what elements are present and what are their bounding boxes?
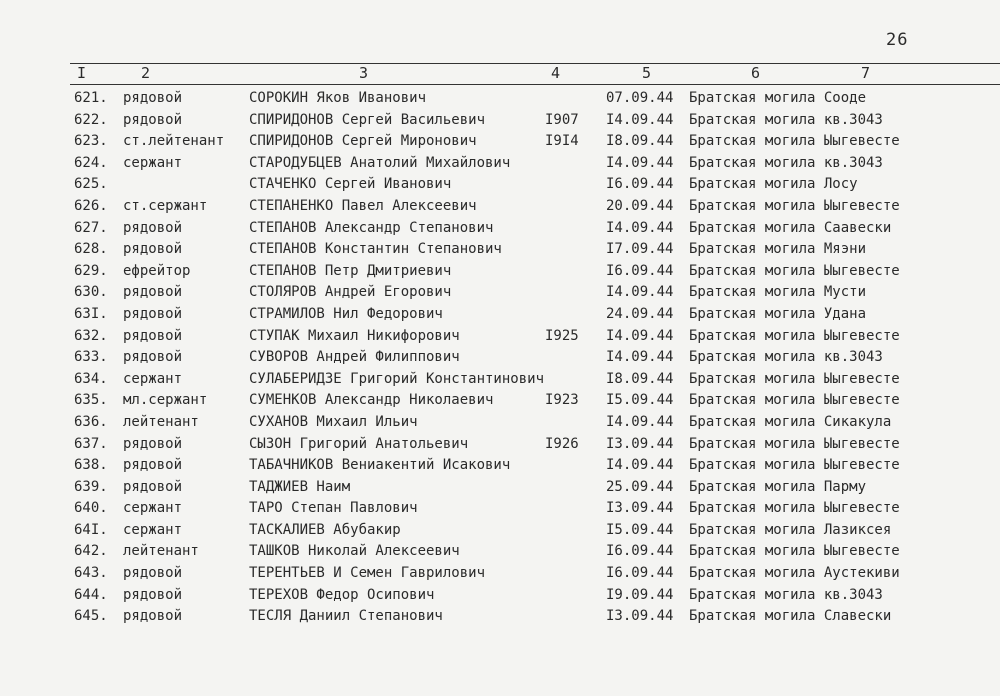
table-row bbox=[0, 541, 1000, 563]
table-row bbox=[0, 174, 1000, 196]
record-death-date: I4.09.44 bbox=[606, 349, 674, 366]
record-burial-place: Братская могила Ыыгевесте bbox=[689, 262, 900, 279]
record-name: СТРАМИЛОВ Нил Федорович bbox=[249, 305, 443, 322]
record-name: СУЛАБЕРИДЗЕ Григорий Константинович bbox=[249, 370, 545, 387]
record-name: СОРОКИН Яков Иванович bbox=[249, 90, 427, 106]
table-row bbox=[0, 110, 1000, 132]
record-number: 645. bbox=[74, 608, 108, 625]
record-rank: рядовой bbox=[123, 327, 183, 344]
record-death-date: I3.09.44 bbox=[606, 500, 674, 517]
record-name: ТАШКОВ Николай Алексеевич bbox=[249, 543, 460, 560]
table-row bbox=[0, 347, 1000, 369]
table-row bbox=[0, 520, 1000, 542]
record-name: СТЕПАНОВ Константин Степанович bbox=[249, 241, 502, 258]
record-burial-place: Братская могила Ыыгевесте bbox=[689, 435, 900, 452]
table-row bbox=[0, 131, 1000, 153]
record-number: 638. bbox=[74, 457, 108, 474]
column-header-row bbox=[0, 64, 1000, 82]
record-death-date: I3.09.44 bbox=[606, 608, 674, 625]
record-birth-year: I907 bbox=[545, 111, 579, 128]
record-number: 63I. bbox=[74, 305, 108, 322]
record-burial-place: Братская могила Ыыгевесте bbox=[689, 457, 900, 474]
record-burial-place: Братская могила кв.3043 bbox=[689, 111, 883, 128]
record-number: 623. bbox=[74, 133, 108, 150]
record-death-date: I9.09.44 bbox=[606, 586, 674, 603]
record-burial-place: Братская могила Ыыгевесте bbox=[689, 500, 900, 517]
record-birth-year: I925 bbox=[545, 327, 579, 344]
table-row bbox=[0, 606, 1000, 628]
record-rank: сержант bbox=[123, 154, 183, 171]
record-number: 640. bbox=[74, 500, 108, 517]
record-rank: сержант bbox=[123, 370, 183, 387]
record-number: 628. bbox=[74, 241, 108, 258]
record-burial-place: Братская могила Мяэни bbox=[689, 241, 867, 258]
record-rank: рядовой bbox=[123, 565, 183, 582]
record-number: 629. bbox=[74, 262, 108, 279]
record-death-date: I6.09.44 bbox=[606, 262, 674, 279]
table-row bbox=[0, 153, 1000, 175]
record-rank: лейтенант bbox=[123, 413, 199, 430]
record-death-date: I4.09.44 bbox=[606, 284, 674, 301]
record-burial-place: Братская могила Саавески bbox=[689, 219, 892, 236]
record-number: 643. bbox=[74, 565, 108, 582]
record-name: СПИРИДОНОВ Сергей Васильевич bbox=[249, 111, 486, 128]
column-header-6: 6 bbox=[751, 64, 761, 82]
record-name: ТАДЖИЕВ Наим bbox=[249, 478, 351, 495]
record-death-date: 24.09.44 bbox=[606, 305, 674, 322]
record-rank: рядовой bbox=[123, 586, 183, 603]
record-burial-place: Братская могила Ыыгевесте bbox=[689, 327, 900, 344]
record-name: СТОЛЯРОВ Андрей Егорович bbox=[249, 284, 452, 301]
record-number: 621. bbox=[74, 90, 108, 106]
table-row bbox=[0, 326, 1000, 348]
record-name: ТЕРЕХОВ Федор Осипович bbox=[249, 586, 435, 603]
column-header-3: 3 bbox=[359, 64, 369, 82]
record-number: 630. bbox=[74, 284, 108, 301]
table-row bbox=[0, 434, 1000, 456]
record-death-date: I4.09.44 bbox=[606, 457, 674, 474]
page-number: 26 bbox=[886, 30, 909, 50]
record-death-date: I6.09.44 bbox=[606, 176, 674, 193]
record-burial-place: Братская могила кв.3043 bbox=[689, 154, 883, 171]
record-name: СТЕПАНОВ Петр Дмитриевич bbox=[249, 262, 452, 279]
record-rank: рядовой bbox=[123, 111, 183, 128]
record-number: 632. bbox=[74, 327, 108, 344]
record-birth-year: I9I4 bbox=[545, 133, 579, 150]
record-burial-place: Братская могила Мусти bbox=[689, 284, 867, 301]
record-burial-place: Братская могила кв.3043 bbox=[689, 349, 883, 366]
record-rank: ефрейтор bbox=[123, 262, 191, 279]
record-burial-place: Братская могила Ыыгевесте bbox=[689, 133, 900, 150]
record-rank: лейтенант bbox=[123, 543, 199, 560]
record-death-date: I6.09.44 bbox=[606, 543, 674, 560]
record-number: 637. bbox=[74, 435, 108, 452]
table-row bbox=[0, 218, 1000, 240]
record-number: 635. bbox=[74, 392, 108, 409]
record-burial-place: Братская могила Ыыгевесте bbox=[689, 392, 900, 409]
record-name: СТЕПАНЕНКО Павел Алексеевич bbox=[249, 197, 477, 214]
column-header-4: 4 bbox=[551, 64, 561, 82]
record-rank: мл.сержант bbox=[123, 392, 208, 409]
record-birth-year: I926 bbox=[545, 435, 579, 452]
record-burial-place: Братская могила Лазиксея bbox=[689, 521, 892, 538]
record-number: 624. bbox=[74, 154, 108, 171]
record-death-date: 25.09.44 bbox=[606, 478, 674, 495]
table-row bbox=[0, 369, 1000, 391]
record-rank: рядовой bbox=[123, 90, 183, 106]
record-name: СТУПАК Михаил Никифорович bbox=[249, 327, 460, 344]
table-row bbox=[0, 88, 1000, 110]
record-number: 633. bbox=[74, 349, 108, 366]
record-number: 622. bbox=[74, 111, 108, 128]
column-header-7: 7 bbox=[861, 64, 871, 82]
record-birth-year: I923 bbox=[545, 392, 579, 409]
record-rank: рядовой bbox=[123, 435, 183, 452]
record-rank: ст.лейтенант bbox=[123, 133, 225, 150]
record-name: СЫЗОН Григорий Анатольевич bbox=[249, 435, 469, 452]
record-number: 627. bbox=[74, 219, 108, 236]
record-death-date: I3.09.44 bbox=[606, 435, 674, 452]
record-name: ТЕСЛЯ Даниил Степанович bbox=[249, 608, 443, 625]
record-name: СУМЕНКОВ Александр Николаевич bbox=[249, 392, 494, 409]
record-death-date: I4.09.44 bbox=[606, 413, 674, 430]
record-name: СУВОРОВ Андрей Филиппович bbox=[249, 349, 460, 366]
column-header-2: 2 bbox=[141, 64, 151, 82]
column-header-5: 5 bbox=[642, 64, 652, 82]
record-death-date: I4.09.44 bbox=[606, 154, 674, 171]
record-rank: рядовой bbox=[123, 241, 183, 258]
table-row bbox=[0, 239, 1000, 261]
table-row bbox=[0, 477, 1000, 499]
record-death-date: I5.09.44 bbox=[606, 521, 674, 538]
record-rank: сержант bbox=[123, 500, 183, 517]
table-row bbox=[0, 563, 1000, 585]
record-name: ТАРО Степан Павлович bbox=[249, 500, 418, 517]
record-number: 626. bbox=[74, 197, 108, 214]
record-number: 644. bbox=[74, 586, 108, 603]
record-death-date: I8.09.44 bbox=[606, 370, 674, 387]
record-rank: рядовой bbox=[123, 219, 183, 236]
record-rank: рядовой bbox=[123, 478, 183, 495]
record-rank: ст.сержант bbox=[123, 197, 208, 214]
record-rank: сержант bbox=[123, 521, 183, 538]
record-death-date: 07.09.44 bbox=[606, 90, 674, 106]
table-row bbox=[0, 390, 1000, 412]
record-death-date: I7.09.44 bbox=[606, 241, 674, 258]
record-name: ТАСКАЛИЕВ Абубакир bbox=[249, 521, 401, 538]
record-burial-place: Братская могила Ыыгевесте bbox=[689, 543, 900, 560]
record-rank: рядовой bbox=[123, 608, 183, 625]
record-name: СПИРИДОНОВ Сергей Миронович bbox=[249, 133, 477, 150]
table-row bbox=[0, 282, 1000, 304]
record-name: СТЕПАНОВ Александр Степанович bbox=[249, 219, 494, 236]
record-burial-place: Братская могила Сооде bbox=[689, 90, 867, 106]
record-death-date: I4.09.44 bbox=[606, 111, 674, 128]
record-name: ТЕРЕНТЬЕВ И Семен Гаврилович bbox=[249, 565, 486, 582]
record-burial-place: Братская могила кв.3043 bbox=[689, 586, 883, 603]
table-row bbox=[0, 455, 1000, 477]
record-number: 636. bbox=[74, 413, 108, 430]
burial-record-list bbox=[0, 88, 1000, 628]
record-rank: рядовой bbox=[123, 284, 183, 301]
record-name: СТАРОДУБЦЕВ Анатолий Михайлович bbox=[249, 154, 511, 171]
record-death-date: I4.09.44 bbox=[606, 327, 674, 344]
record-name: СТАЧЕНКО Сергей Иванович bbox=[249, 176, 452, 193]
record-number: 642. bbox=[74, 543, 108, 560]
table-row bbox=[0, 498, 1000, 520]
record-burial-place: Братская могила Славески bbox=[689, 608, 892, 625]
record-death-date: I6.09.44 bbox=[606, 565, 674, 582]
table-row bbox=[0, 196, 1000, 218]
record-number: 625. bbox=[74, 176, 108, 193]
record-rank: рядовой bbox=[123, 457, 183, 474]
table-row bbox=[0, 585, 1000, 607]
record-number: 639. bbox=[74, 478, 108, 495]
record-name: СУХАНОВ Михаил Ильич bbox=[249, 413, 418, 430]
column-header-1: I bbox=[77, 64, 87, 82]
table-row bbox=[0, 304, 1000, 326]
record-burial-place: Братская могила Сикакула bbox=[689, 413, 892, 430]
header-bottom-rule bbox=[70, 84, 1000, 85]
table-row bbox=[0, 412, 1000, 434]
record-burial-place: Братская могила Аустекиви bbox=[689, 565, 900, 582]
record-burial-place: Братская могила Ыыгевесте bbox=[689, 370, 900, 387]
record-burial-place: Братская могила Удана bbox=[689, 305, 867, 322]
record-rank: рядовой bbox=[123, 305, 183, 322]
record-death-date: I4.09.44 bbox=[606, 219, 674, 236]
record-rank: рядовой bbox=[123, 349, 183, 366]
record-burial-place: Братская могила Лосу bbox=[689, 176, 858, 193]
record-name: ТАБАЧНИКОВ Вениакентий Исакович bbox=[249, 457, 511, 474]
record-death-date: I8.09.44 bbox=[606, 133, 674, 150]
record-burial-place: Братская могила Парму bbox=[689, 478, 867, 495]
table-row bbox=[0, 261, 1000, 283]
record-death-date: I5.09.44 bbox=[606, 392, 674, 409]
record-number: 64I. bbox=[74, 521, 108, 538]
record-death-date: 20.09.44 bbox=[606, 197, 674, 214]
record-burial-place: Братская могила Ыыгевесте bbox=[689, 197, 900, 214]
record-number: 634. bbox=[74, 370, 108, 387]
